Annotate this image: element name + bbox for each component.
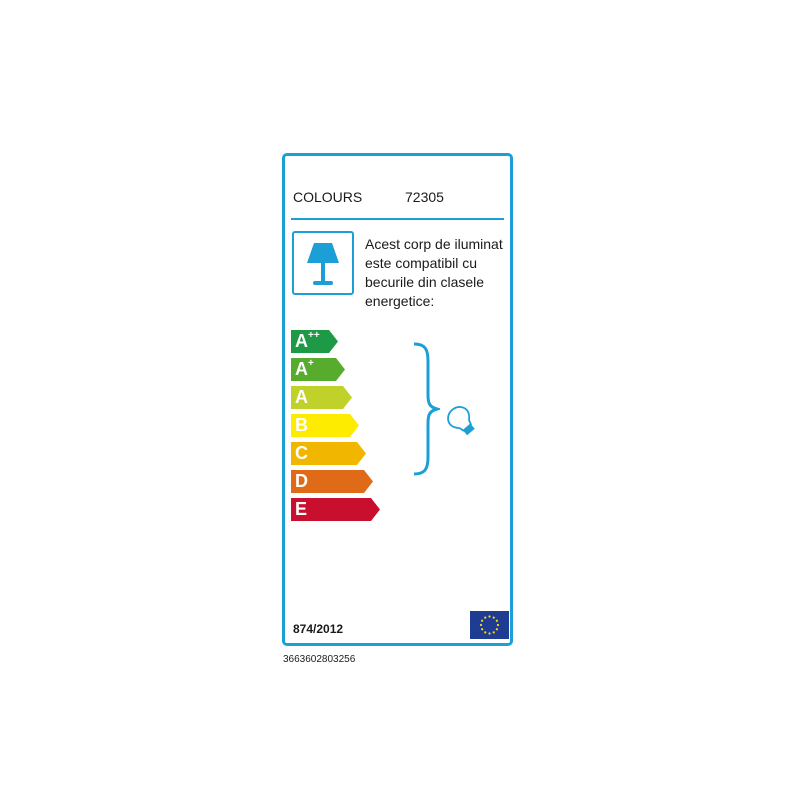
eu-star	[488, 615, 490, 617]
energy-class-scale	[291, 330, 391, 530]
regulation-number: 874/2012	[293, 622, 344, 636]
eu-star	[488, 632, 490, 634]
energy-class-letter: A	[295, 387, 308, 407]
eu-flag-icon	[470, 611, 509, 639]
compatibility-line: energetice:	[365, 293, 435, 309]
eu-star	[493, 631, 495, 633]
light-bulb-icon	[445, 404, 479, 438]
divider	[291, 218, 504, 220]
energy-class-letter: E	[295, 499, 308, 519]
compatibility-text	[365, 235, 515, 311]
eu-star	[484, 617, 486, 619]
eu-star	[484, 631, 486, 633]
eu-star	[481, 620, 483, 622]
eu-star	[497, 624, 499, 626]
eu-star	[496, 620, 498, 622]
eu-star	[480, 624, 482, 626]
energy-class-letter: A++	[295, 330, 320, 351]
energy-class-letter: A+	[295, 358, 314, 379]
energy-class-letter: C	[295, 443, 308, 463]
compatibility-line: este compatibil cu	[365, 255, 478, 271]
energy-class-superscript: ++	[308, 330, 320, 341]
energy-label	[282, 153, 513, 646]
curly-brace-icon	[410, 341, 440, 477]
table-lamp-icon	[292, 231, 354, 295]
energy-class-letter: B	[295, 415, 308, 435]
eu-star	[496, 628, 498, 630]
compatibility-line: Acest corp de iluminat	[365, 236, 503, 252]
compatibility-line: becurile din clasele	[365, 274, 485, 290]
brand-name: COLOURS	[293, 189, 363, 205]
energy-class-letter: D	[295, 471, 308, 491]
eu-star	[481, 628, 483, 630]
energy-class-superscript: +	[308, 358, 314, 369]
eu-star	[493, 617, 495, 619]
barcode-number: 3663602803256	[283, 654, 356, 665]
model-code: 72305	[405, 189, 444, 205]
